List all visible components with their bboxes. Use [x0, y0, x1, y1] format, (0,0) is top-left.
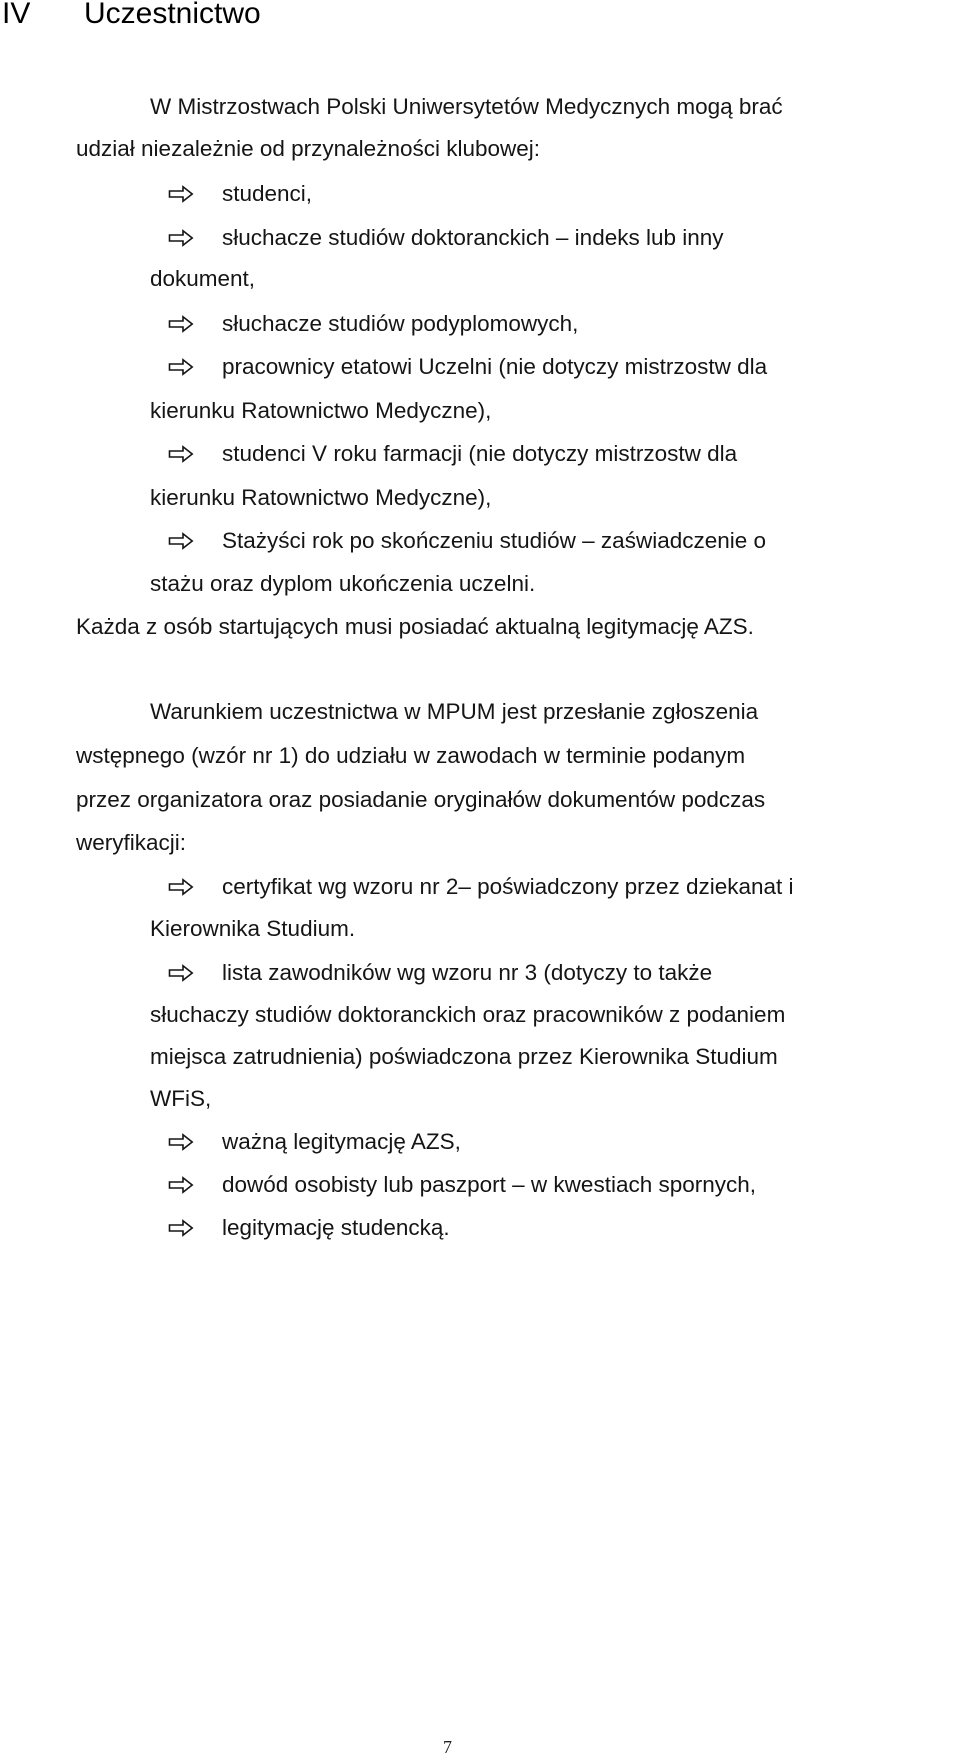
list-item-line: pracownicy etatowi Uczelni (nie dotyczy mistrzostw dla — [222, 354, 768, 379]
list-item-line: legitymację studencką. — [222, 1215, 450, 1240]
hollow-right-arrow-icon — [168, 229, 194, 247]
hollow-right-arrow-icon — [168, 878, 194, 896]
paragraph2-line: Warunkiem uczestnictwa w MPUM jest przesłanie zgłoszenia — [150, 699, 759, 724]
hollow-right-arrow-icon — [168, 315, 194, 333]
hollow-right-arrow-icon — [168, 1176, 194, 1194]
list-item-line: WFiS, — [150, 1086, 212, 1111]
list-item-line: studenci, — [222, 181, 313, 206]
list-item-line: słuchacze studiów doktoranckich – indeks lub inny — [222, 225, 724, 250]
section-number: IV — [2, 0, 31, 30]
paragraph2-line: przez organizatora oraz posiadanie oryginałów dokumentów podczas — [76, 787, 766, 812]
list-item-line: miejsca zatrudnienia) poświadczona przez Kierownika Studium — [150, 1044, 778, 1069]
hollow-right-arrow-icon — [168, 185, 194, 203]
list-item-line: studenci V roku farmacji (nie dotyczy mistrzostw dla — [222, 441, 738, 466]
paragraph1-line: udział niezależnie od przynależności klubowej: — [76, 136, 541, 161]
hollow-right-arrow-icon — [168, 964, 194, 982]
hollow-right-arrow-icon — [168, 532, 194, 550]
paragraph2-line: weryfikacji: — [76, 830, 187, 855]
list-item-line: ważną legitymację AZS, — [222, 1129, 461, 1154]
list-item-line: Kierownika Studium. — [150, 916, 356, 941]
hollow-right-arrow-icon — [168, 358, 194, 376]
paragraph1-line: W Mistrzostwach Polski Uniwersytetów Medycznych mogą brać — [150, 94, 783, 119]
azs-requirement-note: Każda z osób startujących musi posiadać aktualną legitymację AZS. — [76, 614, 754, 639]
list-item-line: certyfikat wg wzoru nr 2– poświadczony przez dziekanat i — [222, 874, 794, 899]
list-item-line: kierunku Ratownictwo Medyczne), — [150, 485, 492, 510]
hollow-right-arrow-icon — [168, 1133, 194, 1151]
hollow-right-arrow-icon — [168, 445, 194, 463]
paragraph2-line: wstępnego (wzór nr 1) do udziału w zawodach w terminie podanym — [76, 743, 746, 768]
hollow-right-arrow-icon — [168, 1219, 194, 1237]
list-item-line: stażu oraz dyplom ukończenia uczelni. — [150, 571, 536, 596]
list-item-line: słuchaczy studiów doktoranckich oraz pracowników z podaniem — [150, 1002, 786, 1027]
section-title: Uczestnictwo — [84, 0, 261, 30]
list-item-line: dokument, — [150, 266, 256, 291]
list-item-line: słuchacze studiów podyplomowych, — [222, 311, 579, 336]
list-item-line: lista zawodników wg wzoru nr 3 (dotyczy to także — [222, 960, 713, 985]
list-item-line: dowód osobisty lub paszport – w kwestiach spornych, — [222, 1172, 757, 1197]
page-number: 7 — [443, 1737, 452, 1757]
list-item-line: kierunku Ratownictwo Medyczne), — [150, 398, 492, 423]
list-item-line: Stażyści rok po skończeniu studiów – zaświadczenie o — [222, 528, 767, 553]
